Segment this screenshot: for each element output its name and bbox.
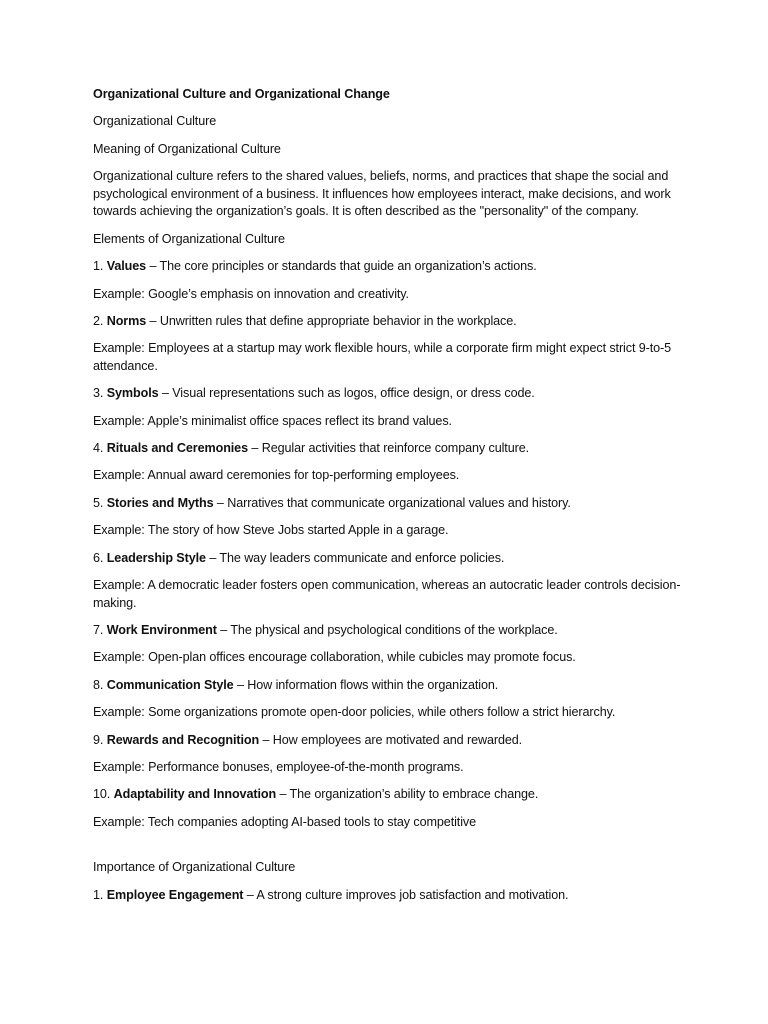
element-term: Rewards and Recognition — [106, 732, 260, 747]
element-example: Example: Google’s emphasis on innovation and creativity. — [93, 286, 409, 301]
element-number: 7. — [93, 623, 104, 638]
element-example: Example: A democratic leader fosters open communication, whereas an autocratic leader controls decision-making. — [93, 578, 681, 610]
document-title: Organizational Culture and Organizational Change — [93, 87, 390, 101]
element-description: – The organization’s ability to embrace change. — [279, 787, 539, 802]
element-number: 10. — [93, 787, 111, 802]
elements-heading: Elements of Organizational Culture — [93, 231, 285, 246]
element-term: Leadership Style — [106, 550, 206, 565]
meaning-heading: Meaning of Organizational Culture — [93, 141, 281, 156]
element-term: Adaptability and Innovation — [113, 787, 277, 802]
element-item — [93, 622, 683, 640]
element-number: 6. — [93, 550, 104, 565]
element-term: Communication Style — [106, 677, 234, 692]
element-example: Example: The story of how Steve Jobs started Apple in a garage. — [93, 523, 449, 538]
section-spacer — [93, 841, 683, 859]
element-description: – How information flows within the organization. — [236, 677, 499, 692]
element-description: – The core principles or standards that guide an organization’s actions. — [149, 259, 537, 274]
element-description: – The way leaders communicate and enforce policies. — [209, 550, 505, 565]
element-example: Example: Some organizations promote open-door policies, while others follow a strict hierarchy. — [93, 705, 616, 720]
element-description: – The physical and psychological conditions of the workplace. — [220, 623, 558, 638]
element-item — [93, 732, 683, 750]
element-number: 1. — [93, 259, 104, 274]
document-page — [93, 86, 683, 914]
element-number: 9. — [93, 732, 104, 747]
element-description: – Narratives that communicate organizational values and history. — [216, 495, 571, 510]
element-term: Symbols — [106, 386, 159, 401]
element-number: 2. — [93, 313, 104, 328]
importance-number: 1. — [93, 887, 104, 902]
meaning-paragraph: Organizational culture refers to the shared values, beliefs, norms, and practices that shape the social and psychological environment of a business. It influences how employees interact, make decisions, and work towards achieving the organization’s goals. It is often described as the "personality" of the company. — [93, 169, 671, 219]
element-example: Example: Performance bonuses, employee-of-the-month programs. — [93, 759, 464, 774]
element-item — [93, 786, 683, 804]
element-term: Work Environment — [106, 623, 217, 638]
element-number: 5. — [93, 495, 104, 510]
element-example: Example: Apple’s minimalist office spaces reflect its brand values. — [93, 413, 452, 428]
element-description: – Visual representations such as logos, office design, or dress code. — [161, 386, 535, 401]
element-number: 4. — [93, 441, 104, 456]
element-example: Example: Employees at a startup may work flexible hours, while a corporate firm might expect strict 9-to-5 attendance. — [93, 341, 672, 373]
element-example: Example: Tech companies adopting AI-based tools to stay competitive — [93, 814, 476, 829]
section-heading: Organizational Culture — [93, 114, 217, 129]
element-description: – Unwritten rules that define appropriate behavior in the workplace. — [149, 313, 517, 328]
element-example: Example: Annual award ceremonies for top-performing employees. — [93, 468, 460, 483]
element-description: – Regular activities that reinforce company culture. — [251, 441, 530, 456]
element-item — [93, 677, 683, 695]
element-item — [93, 385, 683, 403]
element-item — [93, 495, 683, 513]
element-item — [93, 550, 683, 568]
element-number: 8. — [93, 677, 104, 692]
importance-heading: Importance of Organizational Culture — [93, 860, 296, 875]
importance-item — [93, 887, 683, 905]
element-item — [93, 258, 683, 276]
importance-description: – A strong culture improves job satisfaction and motivation. — [246, 887, 569, 902]
element-item — [93, 313, 683, 331]
element-term: Rituals and Ceremonies — [106, 441, 248, 456]
element-term: Norms — [106, 313, 147, 328]
importance-term: Employee Engagement — [106, 887, 244, 902]
element-term: Stories and Myths — [106, 495, 214, 510]
element-term: Values — [106, 259, 147, 274]
element-description: – How employees are motivated and rewarded. — [262, 732, 523, 747]
element-example: Example: Open-plan offices encourage collaboration, while cubicles may promote focus. — [93, 650, 576, 665]
element-number: 3. — [93, 386, 104, 401]
element-item — [93, 440, 683, 458]
